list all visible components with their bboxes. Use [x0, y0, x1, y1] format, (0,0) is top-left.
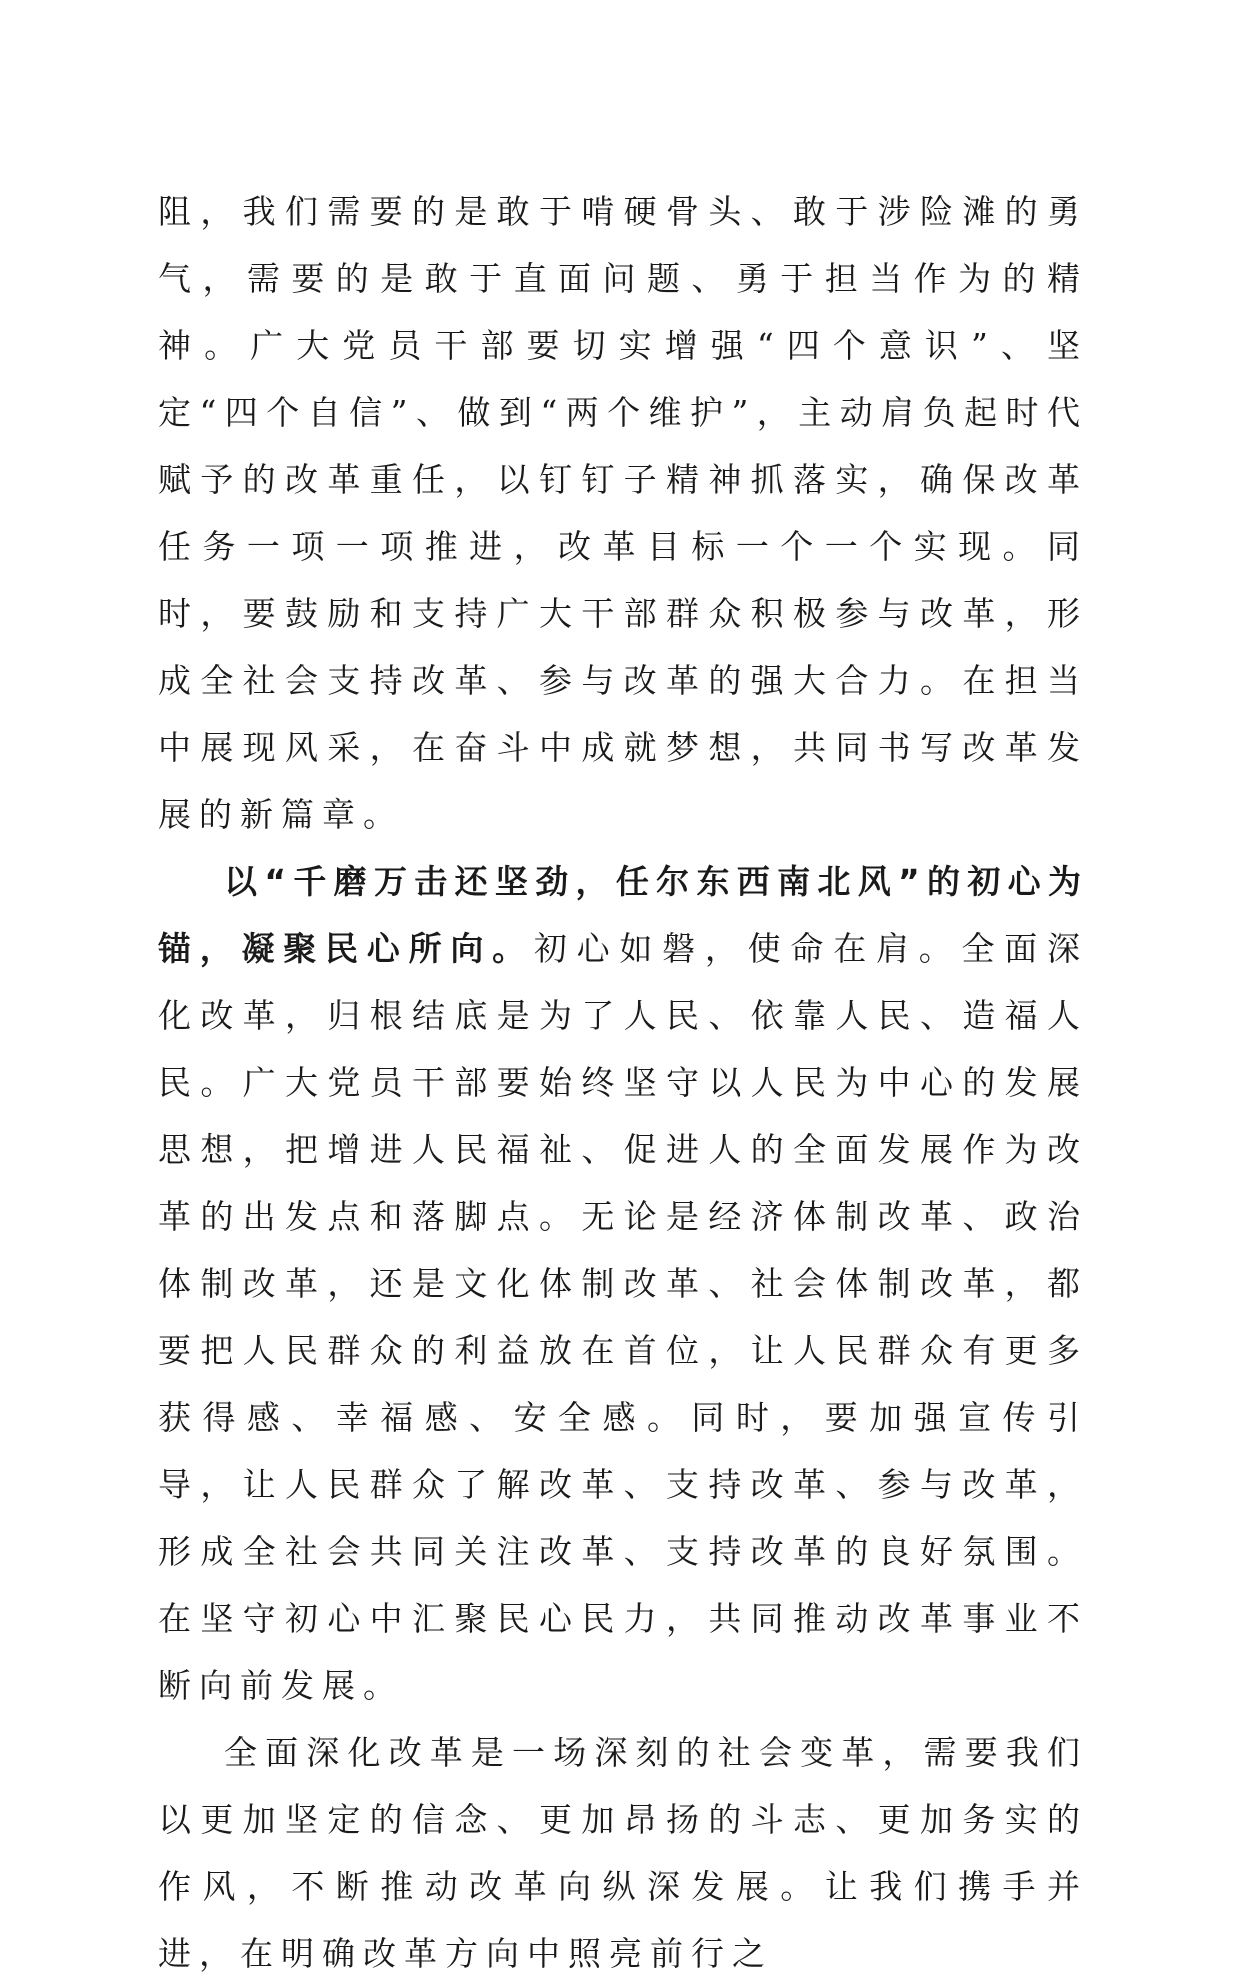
paragraph-continuation — [158, 178, 1088, 848]
paragraph-heading: 以“千磨万击还坚劲，任尔东西南北风”的初心为锚，凝聚民心所向。 — [158, 862, 1088, 968]
paragraph-text: 阻，我们需要的是敢于啃硬骨头、敢于涉险滩的勇气，需要的是敢于直面问题、勇于担当作为的精神。广大党员干部要切实增强“四个意识”、坚定“四个自信”、做到“两个维护”，主动肩负起时代赋予的改革重任，以钉钉子精神抓落实，确保改革任务一项一项推进，改革目标一个一个实现。同时，要鼓励和支持广大干部群众积极参与改革，形成全社会支持改革、参与改革的强大合力。在担当中展现风采，在奋斗中成就梦想，共同书写改革发展的新篇章。 — [158, 192, 1088, 834]
paragraph-initial-mind — [158, 848, 1088, 1719]
paragraph-text: 初心如磐，使命在肩。全面深化改革，归根结底是为了人民、依靠人民、造福人民。广大党员干部要始终坚守以人民为中心的发展思想，把增进人民福祉、促进人的全面发展作为改革的出发点和落脚点。无论是经济体制改革、政治体制改革，还是文化体制改革、社会体制改革，都要把人民群众的利益放在首位，让人民群众有更多获得感、幸福感、安全感。同时，要加强宣传引导，让人民群众了解改革、支持改革、参与改革，形成全社会共同关注改革、支持改革的良好氛围。在坚守初心中汇聚民心民力，共同推动改革事业不断向前发展。 — [158, 929, 1089, 1705]
paragraph-conclusion — [158, 1719, 1088, 1987]
paragraph-text: 全面深化改革是一场深刻的社会变革，需要我们以更加坚定的信念、更加昂扬的斗志、更加务实的作风，不断推动改革向纵深发展。让我们携手并进，在明确改革方向中照亮前行之 — [158, 1733, 1088, 1973]
document-body — [158, 178, 1088, 1987]
